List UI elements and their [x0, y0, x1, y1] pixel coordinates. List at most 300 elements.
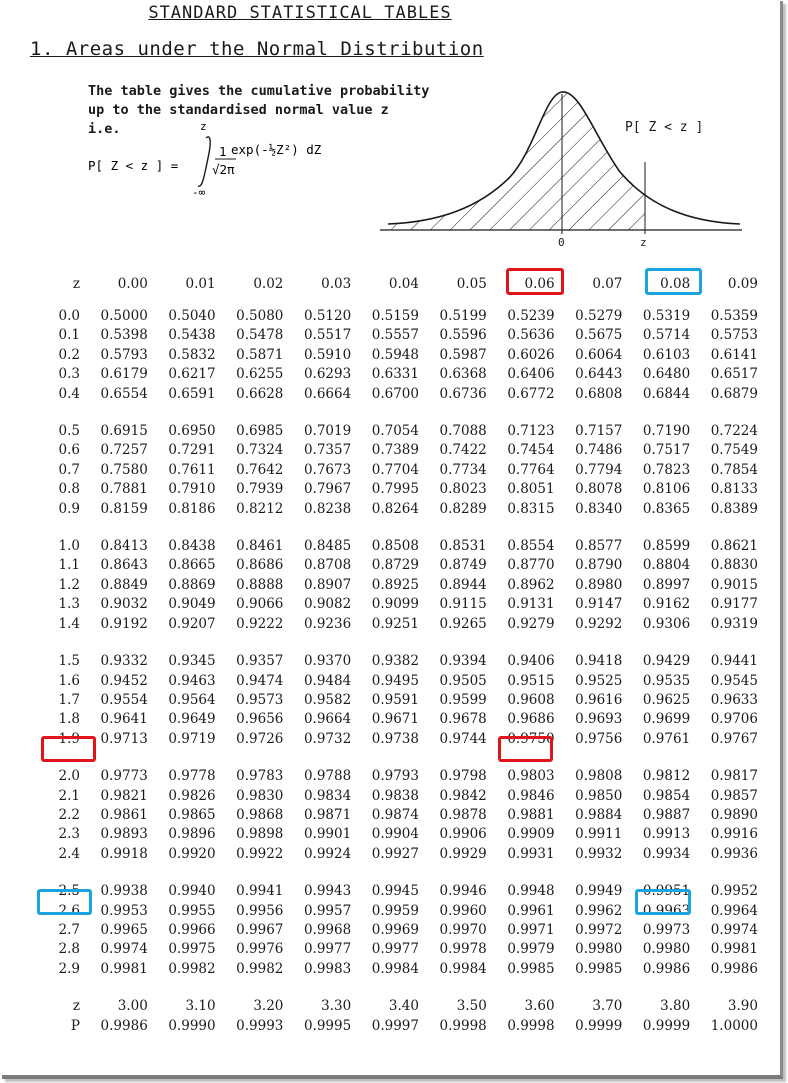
tail-z-value: 3.60: [524, 998, 555, 1015]
probability-cell: 0.6950: [168, 423, 216, 440]
probability-cell: 0.9952: [710, 883, 758, 900]
tail-p-row: [50, 1017, 758, 1036]
probability-cell: 0.9985: [507, 960, 555, 977]
probability-cell: 0.9750: [507, 730, 555, 747]
z-value: 1.9: [58, 730, 80, 747]
probability-cell: 0.9357: [236, 653, 284, 670]
table-row: [50, 672, 758, 691]
probability-cell: 0.5279: [575, 308, 623, 324]
probability-cell: 0.9857: [710, 787, 758, 804]
probability-cell: 0.8643: [100, 557, 148, 574]
probability-cell: 0.6103: [642, 346, 691, 363]
probability-cell: 0.9951: [642, 883, 691, 900]
table-row: [50, 480, 758, 499]
z-column-header: z: [72, 276, 80, 292]
probability-cell: 0.5636: [507, 327, 555, 344]
probability-cell: 0.8577: [575, 538, 623, 555]
probability-cell: 0.9981: [710, 941, 758, 958]
probability-cell: 0.9861: [100, 806, 148, 823]
probability-cell: 0.9177: [710, 596, 758, 613]
probability-cell: 0.9525: [575, 672, 623, 689]
probability-cell: 0.9986: [710, 960, 758, 977]
probability-cell: 0.9279: [507, 615, 555, 632]
probability-cell: 0.9826: [168, 787, 216, 804]
probability-cell: 0.8869: [168, 576, 216, 593]
tail-z-label: z: [72, 998, 80, 1015]
probability-cell: 0.6141: [710, 346, 758, 363]
z-value: 0.6: [58, 442, 80, 459]
probability-cell: 0.9713: [100, 730, 148, 747]
probability-cell: 0.8962: [507, 576, 555, 593]
probability-cell: 0.5080: [236, 308, 284, 324]
probability-cell: 0.7673: [303, 461, 352, 478]
probability-cell: 0.8485: [303, 538, 352, 555]
probability-cell: 0.9608: [507, 691, 555, 708]
probability-cell: 0.9986: [642, 960, 691, 977]
column-header-007: 0.07: [592, 276, 623, 292]
probability-cell: 0.9773: [100, 768, 148, 785]
z-value: 0.8: [58, 481, 80, 498]
probability-cell: 0.9938: [100, 883, 148, 900]
z-value: 1.3: [58, 596, 80, 613]
group-spacer: [50, 519, 758, 537]
probability-cell: 0.9934: [642, 845, 691, 862]
probability-cell: 0.6293: [303, 366, 352, 383]
z-value: 2.1: [58, 787, 80, 804]
probability-cell: 0.9535: [642, 672, 691, 689]
probability-cell: 0.9162: [642, 596, 691, 613]
table-row: [50, 326, 758, 345]
probability-cell: 0.9960: [439, 902, 487, 919]
probability-cell: 0.9961: [507, 902, 555, 919]
z-value: 2.5: [58, 883, 80, 900]
probability-cell: 0.9406: [507, 653, 555, 670]
probability-cell: 0.9616: [575, 691, 623, 708]
probability-cell: 0.7486: [575, 442, 623, 459]
probability-cell: 0.9967: [236, 921, 284, 938]
probability-cell: 0.9887: [642, 806, 691, 823]
probability-cell: 0.9251: [371, 615, 419, 632]
probability-cell: 0.9015: [710, 576, 758, 593]
probability-cell: 0.9573: [236, 691, 284, 708]
probability-cell: 0.9911: [575, 826, 623, 843]
probability-cell: 0.6443: [575, 366, 623, 383]
probability-cell: 0.8888: [236, 576, 284, 593]
probability-cell: 0.9932: [575, 845, 623, 862]
probability-cell: 0.9671: [371, 711, 419, 728]
probability-cell: 0.8461: [236, 538, 284, 555]
z-value: 2.6: [58, 902, 80, 919]
probability-cell: 0.5557: [371, 327, 419, 344]
probability-cell: 0.9115: [439, 596, 487, 613]
probability-cell: 0.9977: [371, 941, 419, 958]
probability-cell: 0.9968: [303, 921, 352, 938]
probability-cell: 0.9874: [371, 806, 419, 823]
probability-cell: 0.8159: [100, 500, 148, 517]
probability-cell: 0.9382: [371, 653, 419, 670]
z-value: 2.8: [58, 941, 80, 958]
probability-cell: 0.9761: [642, 730, 691, 747]
probability-cell: 0.9946: [439, 883, 487, 900]
table-row: [50, 461, 758, 480]
probability-cell: 0.7190: [642, 423, 691, 440]
probability-cell: 0.6664: [303, 385, 352, 402]
probability-cell: 0.9808: [575, 768, 623, 785]
probability-cell: 0.7704: [371, 461, 419, 478]
description-line-3: i.e.: [88, 121, 121, 137]
probability-cell: 0.7764: [507, 461, 555, 478]
column-header-006: 0.06: [524, 276, 555, 292]
probability-cell: 0.5832: [168, 346, 216, 363]
probability-cell: 0.7422: [439, 442, 487, 459]
probability-cell: 0.8531: [439, 538, 487, 555]
tail-p-value: 0.9995: [303, 1017, 352, 1034]
probability-cell: 0.9554: [100, 691, 148, 708]
probability-cell: 0.9664: [303, 711, 352, 728]
z-value: 0.9: [58, 500, 80, 517]
probability-cell: 0.9756: [575, 730, 623, 747]
probability-cell: 0.9971: [507, 921, 555, 938]
table-row: [50, 710, 758, 729]
probability-cell: 0.9871: [303, 806, 352, 823]
probability-cell: 0.9838: [371, 787, 419, 804]
probability-cell: 0.9916: [710, 826, 758, 843]
table-row: [50, 787, 758, 806]
probability-cell: 0.7549: [710, 442, 758, 459]
table-row: [50, 940, 758, 959]
integral-formula: [88, 118, 368, 198]
probability-cell: 0.9982: [168, 960, 216, 977]
probability-cell: 0.5871: [236, 346, 284, 363]
probability-cell: 0.6591: [168, 385, 216, 402]
probability-cell: 0.9929: [439, 845, 487, 862]
probability-cell: 0.5159: [371, 308, 419, 324]
probability-cell: 0.9982: [236, 960, 284, 977]
column-header-003: 0.03: [321, 276, 352, 292]
probability-cell: 0.7910: [168, 481, 216, 498]
table-row: [50, 730, 758, 749]
probability-cell: 0.8790: [575, 557, 623, 574]
probability-cell: 0.9474: [236, 672, 284, 689]
probability-cell: 0.9949: [575, 883, 623, 900]
tail-z-value: 3.50: [456, 998, 487, 1015]
probability-cell: 0.6406: [507, 366, 555, 383]
probability-cell: 0.6554: [100, 385, 148, 402]
probability-cell: 0.5596: [439, 327, 487, 344]
highlight-column-006: [506, 268, 564, 295]
probability-cell: 0.6480: [642, 366, 691, 383]
probability-cell: 0.7642: [236, 461, 284, 478]
probability-cell: 0.9817: [710, 768, 758, 785]
probability-cell: 0.9956: [236, 902, 284, 919]
probability-cell: 0.9927: [371, 845, 419, 862]
probability-cell: 0.9834: [303, 787, 352, 804]
normal-curve-figure: [380, 82, 750, 242]
tail-z-value: 3.00: [117, 998, 148, 1015]
probability-cell: 0.9924: [303, 845, 352, 862]
formula-lhs: P[ Z < z ] =: [88, 158, 179, 173]
probability-cell: 0.9207: [168, 615, 216, 632]
probability-cell: 0.7157: [575, 423, 623, 440]
table-row: [50, 691, 758, 710]
probability-cell: 0.9192: [100, 615, 148, 632]
probability-cell: 0.7939: [236, 481, 284, 498]
probability-cell: 0.8051: [507, 481, 555, 498]
z-value: 1.7: [58, 691, 80, 708]
probability-cell: 0.8708: [303, 557, 352, 574]
description-line-2: up to the standardised normal value z: [88, 102, 389, 118]
probability-cell: 0.7611: [168, 461, 216, 478]
probability-cell: 0.9922: [236, 845, 284, 862]
probability-cell: 0.9920: [168, 845, 216, 862]
probability-cell: 0.9904: [371, 826, 419, 843]
probability-cell: 0.5478: [236, 327, 284, 344]
probability-cell: 0.6808: [575, 385, 623, 402]
z-value: 1.0: [58, 538, 80, 555]
probability-cell: 0.9767: [710, 730, 758, 747]
probability-cell: 0.9222: [236, 615, 284, 632]
z-value: 1.6: [58, 672, 80, 689]
probability-cell: 0.9979: [507, 941, 555, 958]
probability-cell: 0.9099: [371, 596, 419, 613]
probability-cell: 0.9686: [507, 711, 555, 728]
z-value: 2.0: [58, 768, 80, 785]
z-value: 1.5: [58, 653, 80, 670]
column-header-005: 0.05: [456, 276, 487, 292]
probability-cell: 0.9854: [642, 787, 691, 804]
probability-cell: 0.7517: [642, 442, 691, 459]
z-value: 0.4: [58, 385, 80, 402]
probability-cell: 0.8389: [710, 500, 758, 517]
probability-cell: 0.9842: [439, 787, 487, 804]
probability-cell: 0.8944: [439, 576, 487, 593]
probability-cell: 0.9582: [303, 691, 352, 708]
probability-cell: 0.7224: [710, 423, 758, 440]
probability-cell: 0.9798: [439, 768, 487, 785]
probability-cell: 0.8665: [168, 557, 216, 574]
probability-cell: 0.5438: [168, 327, 216, 344]
probability-cell: 0.9803: [507, 768, 555, 785]
description-line-1: The table gives the cumulative probability: [88, 83, 430, 99]
tail-p-value: 0.9993: [236, 1017, 284, 1034]
probability-cell: 0.8315: [507, 500, 555, 517]
probability-cell: 0.9591: [371, 691, 419, 708]
probability-cell: 0.8554: [507, 538, 555, 555]
probability-cell: 0.7794: [575, 461, 623, 478]
column-header-009: 0.09: [727, 276, 758, 292]
probability-cell: 0.9656: [236, 711, 284, 728]
probability-cell: 0.5040: [168, 308, 216, 324]
probability-cell: 0.9963: [642, 902, 691, 919]
probability-cell: 0.9599: [439, 691, 487, 708]
probability-cell: 0.9884: [575, 806, 623, 823]
probability-cell: 0.9850: [575, 787, 623, 804]
probability-cell: 0.5239: [507, 308, 555, 324]
probability-cell: 0.8133: [710, 481, 758, 498]
probability-cell: 0.9633: [710, 691, 758, 708]
probability-cell: 0.9625: [642, 691, 691, 708]
probability-cell: 0.6915: [100, 423, 148, 440]
probability-cell: 0.9484: [303, 672, 352, 689]
column-header-008: 0.08: [660, 276, 691, 292]
table-row: [50, 556, 758, 575]
probability-cell: 0.9896: [168, 826, 216, 843]
probability-cell: 0.9973: [642, 921, 691, 938]
probability-cell: 0.9649: [168, 711, 216, 728]
probability-cell: 0.9463: [168, 672, 216, 689]
probability-cell: 0.8508: [371, 538, 419, 555]
lower-limit: -∞: [192, 186, 206, 198]
table-row: [50, 845, 758, 864]
probability-cell: 0.9495: [371, 672, 419, 689]
probability-cell: 0.6368: [439, 366, 487, 383]
probability-cell: 0.7291: [168, 442, 216, 459]
probability-cell: 0.5000: [100, 308, 148, 324]
probability-cell: 0.8413: [100, 538, 148, 555]
probability-cell: 0.5319: [642, 308, 691, 324]
probability-cell: 0.9969: [371, 921, 419, 938]
probability-cell: 0.7734: [439, 461, 487, 478]
tail-p-value: 0.9998: [439, 1017, 487, 1034]
probability-cell: 0.7967: [303, 481, 352, 498]
probability-cell: 0.9345: [168, 653, 216, 670]
probability-cell: 0.9441: [710, 653, 758, 670]
group-spacer: [50, 749, 758, 767]
tick-zero: 0: [558, 236, 565, 249]
probability-cell: 0.8621: [710, 538, 758, 555]
probability-cell: 0.8238: [303, 500, 352, 517]
probability-cell: 0.9147: [575, 596, 623, 613]
probability-cell: 0.7881: [100, 481, 148, 498]
probability-cell: 0.6255: [236, 366, 284, 383]
probability-cell: 0.5517: [303, 327, 352, 344]
tail-p-value: 0.9999: [575, 1017, 623, 1034]
probability-cell: 0.9936: [710, 845, 758, 862]
probability-cell: 0.9978: [439, 941, 487, 958]
probability-cell: 0.7995: [371, 481, 419, 498]
probability-cell: 0.9913: [642, 826, 691, 843]
probability-cell: 0.6026: [507, 346, 555, 363]
table-row: [50, 346, 758, 365]
probability-cell: 0.9980: [575, 941, 623, 958]
table-row: [50, 767, 758, 786]
probability-cell: 0.5714: [642, 327, 691, 344]
tail-z-value: 3.20: [253, 998, 284, 1015]
z-value: 1.1: [58, 557, 80, 574]
probability-cell: 0.9965: [100, 921, 148, 938]
probability-cell: 0.8365: [642, 500, 691, 517]
highlight-row-2-5: [37, 889, 92, 915]
probability-cell: 0.9984: [371, 960, 419, 977]
probability-cell: 0.9332: [100, 653, 148, 670]
table-row: [50, 576, 758, 595]
probability-cell: 0.9812: [642, 768, 691, 785]
highlight-cell-0-9951: [635, 889, 691, 915]
probability-cell: 0.8023: [439, 481, 487, 498]
probability-cell: 0.9977: [303, 941, 352, 958]
probability-cell: 0.9783: [236, 768, 284, 785]
probability-cell: 0.6628: [236, 385, 284, 402]
z-value: 0.0: [58, 308, 80, 324]
probability-cell: 0.7454: [507, 442, 555, 459]
probability-cell: 0.9972: [575, 921, 623, 938]
probability-cell: 0.8686: [236, 557, 284, 574]
probability-cell: 0.9865: [168, 806, 216, 823]
normal-table: [50, 273, 758, 1036]
probability-cell: 0.5793: [100, 346, 148, 363]
group-spacer: [50, 404, 758, 422]
probability-cell: 0.7123: [507, 423, 555, 440]
probability-cell: 0.9265: [439, 615, 487, 632]
z-value: 1.8: [58, 711, 80, 728]
probability-cell: 0.8289: [439, 500, 487, 517]
probability-cell: 0.9821: [100, 787, 148, 804]
table-row: [50, 500, 758, 519]
probability-cell: 0.9957: [303, 902, 352, 919]
probability-cell: 0.9793: [371, 768, 419, 785]
formula-body: exp(-½Z²) dZ: [231, 142, 322, 157]
probability-cell: 0.9940: [168, 883, 216, 900]
probability-cell: 0.9641: [100, 711, 148, 728]
z-value: 2.4: [58, 845, 80, 862]
table-row: [50, 537, 758, 556]
probability-cell: 0.8438: [168, 538, 216, 555]
probability-cell: 0.9966: [168, 921, 216, 938]
probability-cell: 0.9964: [710, 902, 758, 919]
probability-cell: 0.9032: [100, 596, 148, 613]
probability-cell: 0.5120: [303, 308, 352, 324]
formula-denominator: √2π: [212, 162, 235, 177]
table-row: [50, 441, 758, 460]
probability-cell: 0.9292: [575, 615, 623, 632]
probability-cell: 0.9236: [303, 615, 352, 632]
probability-cell: 0.9744: [439, 730, 487, 747]
probability-cell: 0.9909: [507, 826, 555, 843]
probability-cell: 0.8186: [168, 500, 216, 517]
probability-cell: 0.9918: [100, 845, 148, 862]
tail-p-value: 0.9986: [100, 1017, 148, 1034]
probability-cell: 0.6179: [100, 366, 148, 383]
probability-cell: 0.5359: [710, 308, 758, 324]
probability-cell: 0.9066: [236, 596, 284, 613]
tail-z-value: 3.80: [660, 998, 691, 1015]
probability-cell: 0.8907: [303, 576, 352, 593]
z-value: 2.2: [58, 806, 80, 823]
probability-cell: 0.6736: [439, 385, 487, 402]
probability-cell: 0.6772: [507, 385, 555, 402]
probability-cell: 0.9429: [642, 653, 691, 670]
highlight-cell-0-9750: [498, 736, 553, 762]
probability-cell: 0.9738: [371, 730, 419, 747]
probability-cell: 0.6844: [642, 385, 691, 402]
probability-cell: 0.7088: [439, 423, 487, 440]
probability-cell: 0.7257: [100, 442, 148, 459]
z-value: 0.5: [58, 423, 80, 440]
highlight-row-1-9: [41, 736, 96, 762]
probability-cell: 0.8770: [507, 557, 555, 574]
probability-cell: 0.9881: [507, 806, 555, 823]
z-value: 2.3: [58, 826, 80, 843]
probability-cell: 0.8212: [236, 500, 284, 517]
table-row: [50, 806, 758, 825]
probability-cell: 0.9941: [236, 883, 284, 900]
table-row: [50, 385, 758, 404]
z-value: 2.9: [58, 960, 80, 977]
probability-cell: 0.9878: [439, 806, 487, 823]
upper-limit: z: [200, 120, 207, 133]
section-title: 1. Areas under the Normal Distribution: [30, 38, 484, 60]
table-row: [50, 960, 758, 979]
